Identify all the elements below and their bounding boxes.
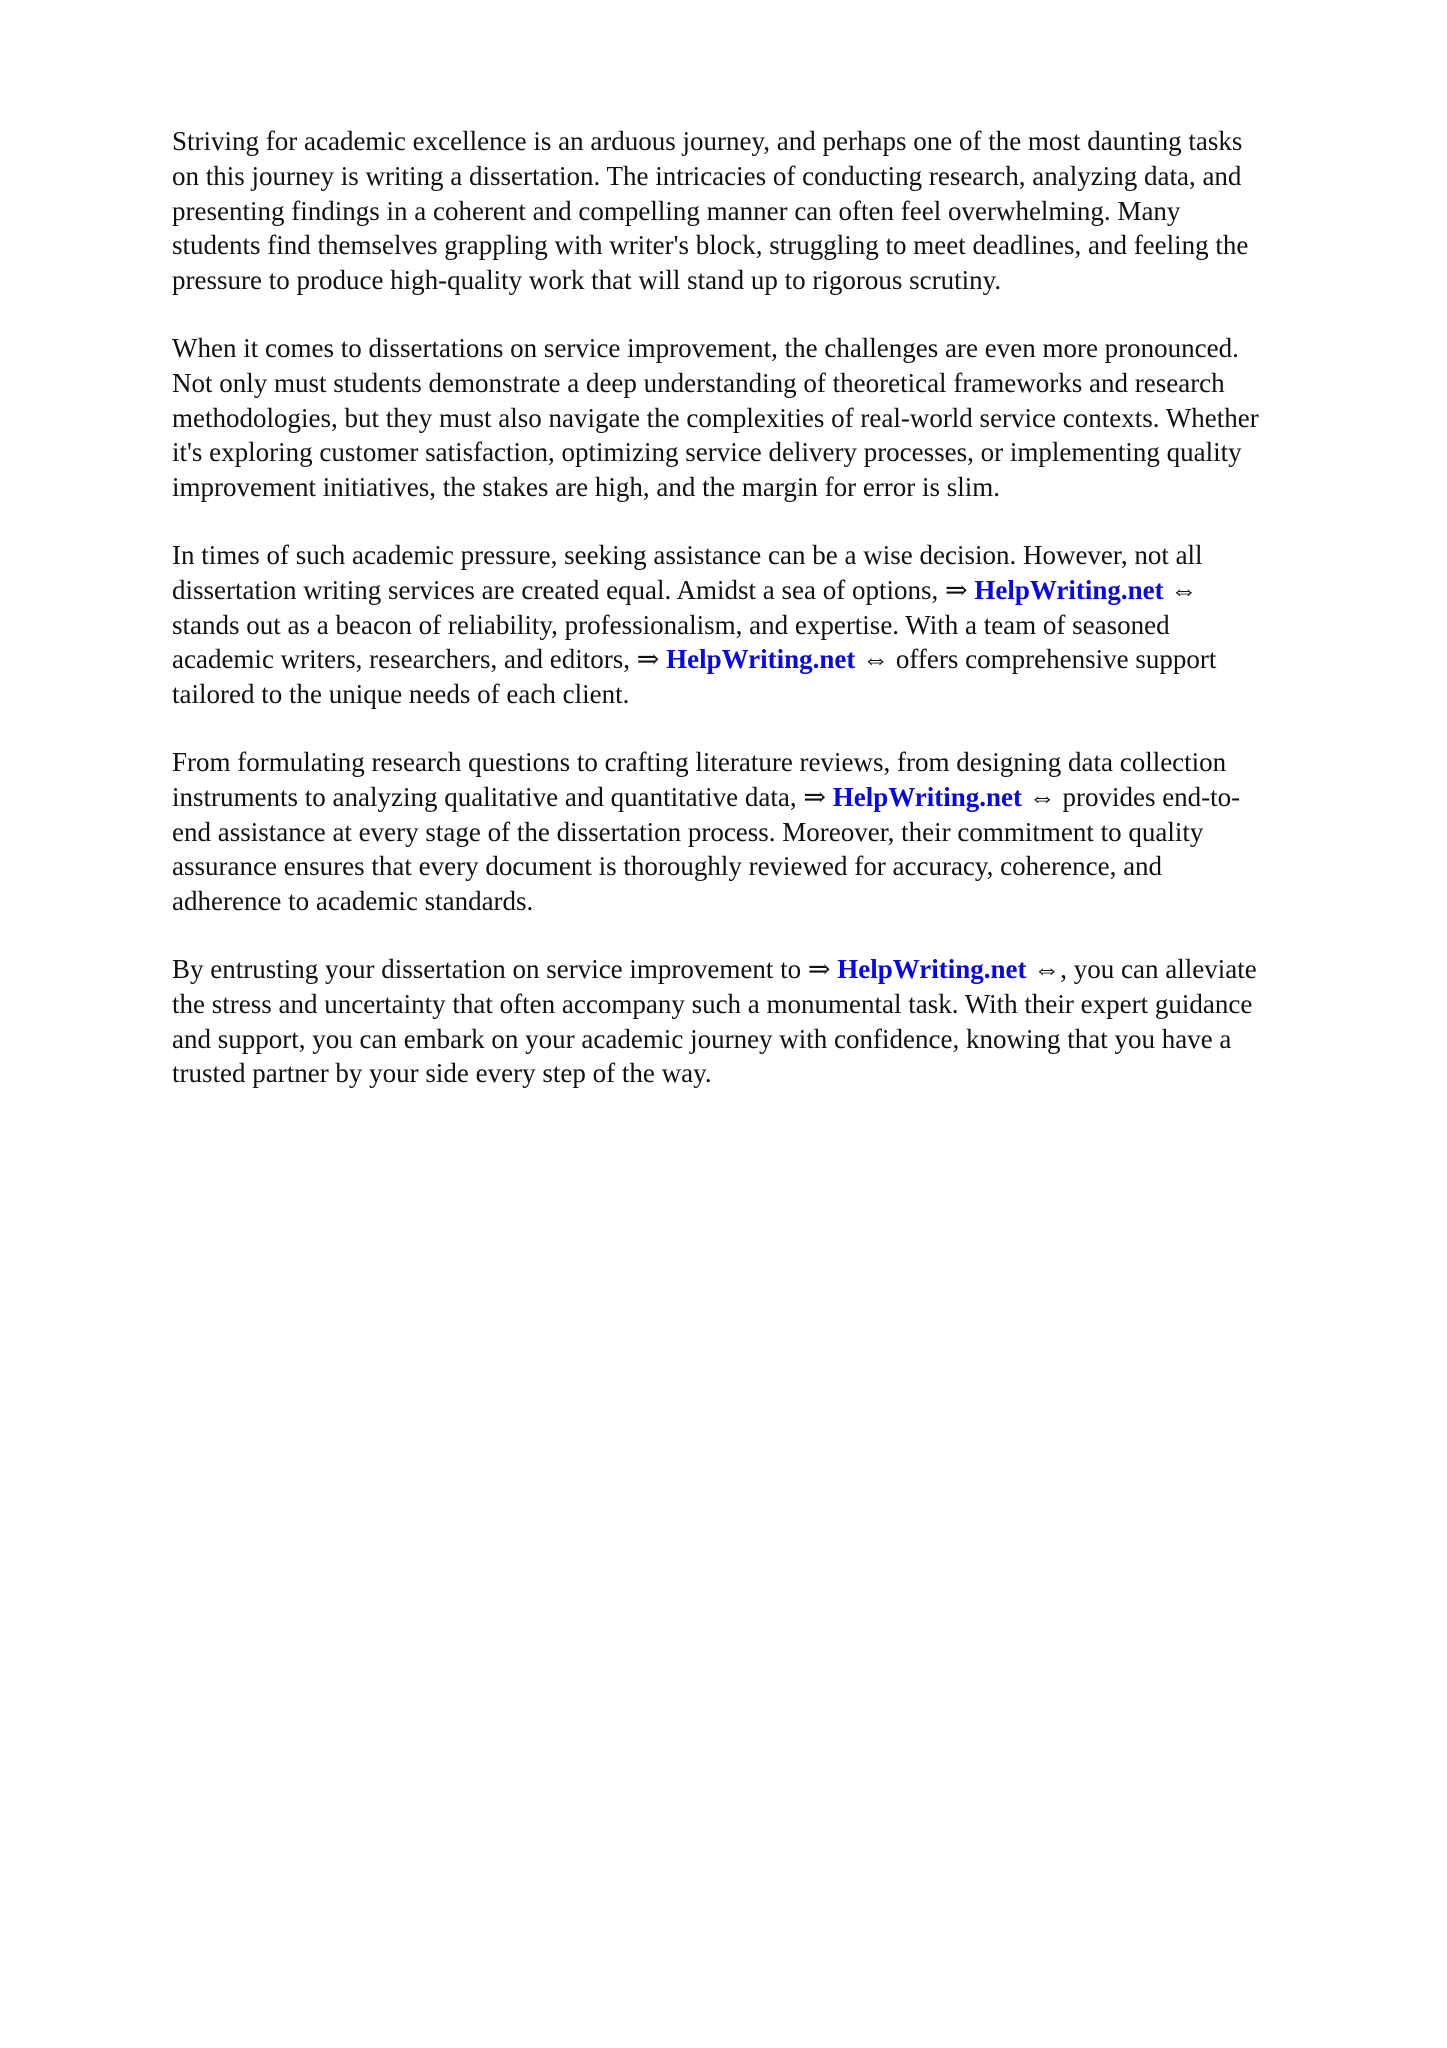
text-segment: In times of such academic pressure, seeking assistance can be a wise decision. However, not all <box>172 539 1203 570</box>
text-segment: the stress and uncertainty that often accompany such a monumental task. With their expert guidance <box>172 988 1253 1019</box>
text-line <box>172 677 1372 712</box>
paragraph <box>172 124 1372 298</box>
text-line <box>172 401 1372 436</box>
text-segment: students find themselves grappling with writer's block, struggling to meet deadlines, and feeling the <box>172 230 1249 261</box>
left-right-arrow-icon: ⇔ <box>1163 574 1198 605</box>
right-arrow-icon: ⇒ <box>803 781 833 812</box>
text-line <box>172 608 1372 643</box>
text-segment: on this journey is writing a dissertation. The intricacies of conducting research, analyzing data, and <box>172 160 1242 191</box>
text-segment: trusted partner by your side every step of the way. <box>172 1058 712 1089</box>
text-segment: instruments to analyzing qualitative and quantitative data, <box>172 781 804 812</box>
text-line <box>172 194 1372 229</box>
text-line <box>172 366 1372 401</box>
text-segment: improvement initiatives, the stakes are high, and the margin for error is slim. <box>172 472 1001 503</box>
text-line <box>172 435 1372 470</box>
text-line <box>172 1022 1372 1057</box>
text-segment: offers comprehensive support <box>889 644 1217 675</box>
text-line <box>172 987 1372 1022</box>
text-line <box>172 538 1372 573</box>
text-segment: By entrusting your dissertation on service improvement to <box>172 953 808 984</box>
text-segment: adherence to academic standards. <box>172 886 534 917</box>
text-line <box>172 159 1372 194</box>
text-line <box>172 228 1372 263</box>
left-right-arrow-icon: ⇔ <box>1026 953 1061 984</box>
text-segment: end assistance at every stage of the dissertation process. Moreover, their commitment to quality <box>172 816 1204 847</box>
text-segment: , you can alleviate <box>1060 953 1257 984</box>
helpwriting-link[interactable]: HelpWriting.net <box>974 574 1164 605</box>
text-segment: Striving for academic excellence is an arduous journey, and perhaps one of the most daunting tasks <box>172 126 1243 156</box>
text-segment: pressure to produce high-quality work that will stand up to rigorous scrutiny. <box>172 265 1002 296</box>
text-segment: provides end-to- <box>1055 781 1241 812</box>
text-line <box>172 884 1372 919</box>
text-segment: it's exploring customer satisfaction, optimizing service delivery processes, or implementing quality <box>172 437 1242 468</box>
left-right-arrow-icon: ⇔ <box>1021 781 1056 812</box>
text-segment: When it comes to dissertations on service improvement, the challenges are even more pronounced. <box>172 332 1239 363</box>
right-arrow-icon: ⇒ <box>945 574 975 605</box>
text-line <box>172 745 1372 780</box>
text-line <box>172 470 1372 505</box>
paragraph <box>172 952 1372 1091</box>
text-line <box>172 815 1372 850</box>
helpwriting-link[interactable]: HelpWriting.net <box>837 953 1027 984</box>
text-line <box>172 573 1372 608</box>
text-line <box>172 263 1372 298</box>
helpwriting-link[interactable]: HelpWriting.net <box>832 781 1022 812</box>
text-segment: assurance ensures that every document is thoroughly reviewed for accuracy, coherence, and <box>172 851 1163 882</box>
text-line <box>172 642 1372 677</box>
text-segment: dissertation writing services are created equal. Amidst a sea of options, <box>172 574 946 605</box>
document-body <box>172 124 1372 1124</box>
text-segment: academic writers, researchers, and editors, <box>172 644 637 675</box>
helpwriting-link[interactable]: HelpWriting.net <box>666 644 856 675</box>
text-segment: stands out as a beacon of reliability, professionalism, and expertise. With a team of seasoned <box>172 609 1170 640</box>
text-segment: tailored to the unique needs of each client. <box>172 679 630 710</box>
text-segment: and support, you can embark on your academic journey with confidence, knowing that you have a <box>172 1023 1232 1054</box>
text-line <box>172 849 1372 884</box>
text-line <box>172 780 1372 815</box>
text-line <box>172 331 1372 366</box>
paragraph <box>172 538 1372 712</box>
paragraph <box>172 745 1372 919</box>
right-arrow-icon: ⇒ <box>636 644 667 675</box>
text-segment: presenting findings in a coherent and compelling manner can often feel overwhelming. Many <box>172 195 1181 226</box>
text-segment: Not only must students demonstrate a deep understanding of theoretical frameworks and research <box>172 367 1225 398</box>
left-right-arrow-icon: ⇔ <box>855 644 890 675</box>
text-line <box>172 1056 1372 1091</box>
text-segment: methodologies, but they must also navigate the complexities of real-world service contexts. Whether <box>172 402 1259 433</box>
text-segment: From formulating research questions to crafting literature reviews, from designing data collection <box>172 746 1227 777</box>
text-line <box>172 952 1372 987</box>
text-line <box>172 124 1372 159</box>
paragraph <box>172 331 1372 505</box>
right-arrow-icon: ⇒ <box>807 953 838 984</box>
